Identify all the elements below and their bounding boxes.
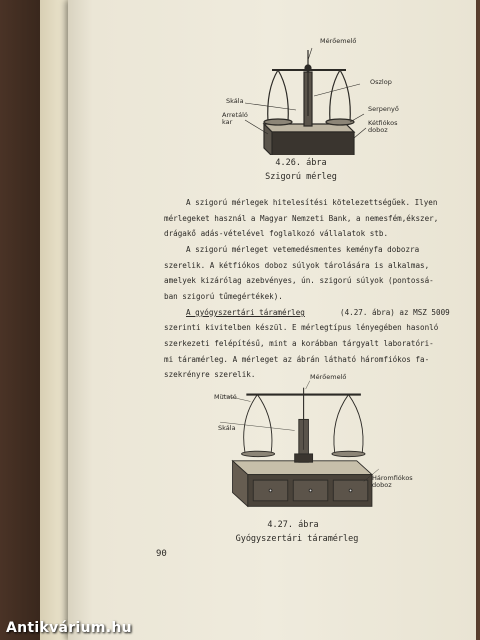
caption-number-2: 4.27. ábra xyxy=(267,520,319,530)
page-number: 90 xyxy=(156,549,167,559)
label-beam-lifter-1: Mérőemelő xyxy=(320,37,357,45)
label-beam-lifter-2: Mérőemelő xyxy=(310,373,347,381)
right-pan-stirrup xyxy=(330,70,351,122)
text-line-1: A szigorú mérlegek hitelesítési kötelezettségűek. Ilyen xyxy=(186,198,438,207)
left-pan xyxy=(242,451,275,457)
label-arrest-1: Arretáló kar xyxy=(222,111,248,126)
left-pan-stirrup xyxy=(268,70,289,122)
text-line-5: szerelik. A kétfiókos doboz súlyok tárolására is alkalmas, xyxy=(164,261,430,270)
box-front xyxy=(272,132,354,155)
label-scale-1: Skála xyxy=(226,97,244,105)
left-stirrup xyxy=(244,395,272,453)
label-drawer-box-1: Kétfiókos doboz xyxy=(368,119,398,134)
label-column-1: Oszlop xyxy=(370,78,392,86)
text-line-3: drágakő adás-vételével foglalkozó vállalatok stb. xyxy=(164,229,389,238)
text-line-12: szekrényre szerelik. xyxy=(164,370,256,379)
label-pan-1: Serpenyő xyxy=(368,105,399,113)
text-line-7: ban szigorú tűmegértékek). xyxy=(164,292,283,301)
watermark: Antikvárium.hu xyxy=(6,620,132,636)
right-pan xyxy=(326,119,354,125)
caption-number-1: 4.26. ábra xyxy=(275,158,327,168)
label-scale-2: Skála xyxy=(218,424,236,432)
text-line-8-rest: (4.27. ábra) az MSZ 5009 xyxy=(340,308,450,317)
right-pan xyxy=(332,451,365,457)
right-stirrup xyxy=(334,395,363,453)
label-pointer-2: Mutató xyxy=(214,393,237,401)
text-line-8 xyxy=(186,309,305,317)
text-line-10: szerkezeti felépítésű, mint a korábban tárgyalt laboratóri- xyxy=(164,339,434,348)
text-line-6: amelyek kizárólag azebvényes, ún. szigorú súlyok (pontossá- xyxy=(164,276,434,285)
text-line-11: mi táramérleg. A mérleget az ábrán látható háromfiókos fa- xyxy=(164,355,430,364)
caption-title-2: Gyógyszertári táramérleg xyxy=(235,534,359,544)
caption-title-1: Szigorú mérleg xyxy=(265,172,337,182)
text-line-4: A szigorú mérleget vetemedésmentes keményfa dobozra xyxy=(186,245,420,254)
label-drawer-box-2: Háromfiókos doboz xyxy=(372,474,413,489)
figure-strict-balance xyxy=(146,30,386,155)
figure-pharmacy-balance xyxy=(210,378,400,516)
text-line-9: szerinti kivitelben készül. E mérlegtípus lényegében hasonló xyxy=(164,323,439,332)
left-pan xyxy=(264,119,292,125)
cabinet-top xyxy=(233,461,372,475)
underlined-term: A gyógyszertári táramérleg xyxy=(186,308,305,317)
text-line-2: mérlegeket használ a Magyar Nemzeti Bank, a nemesfém,ékszer, xyxy=(164,214,439,223)
